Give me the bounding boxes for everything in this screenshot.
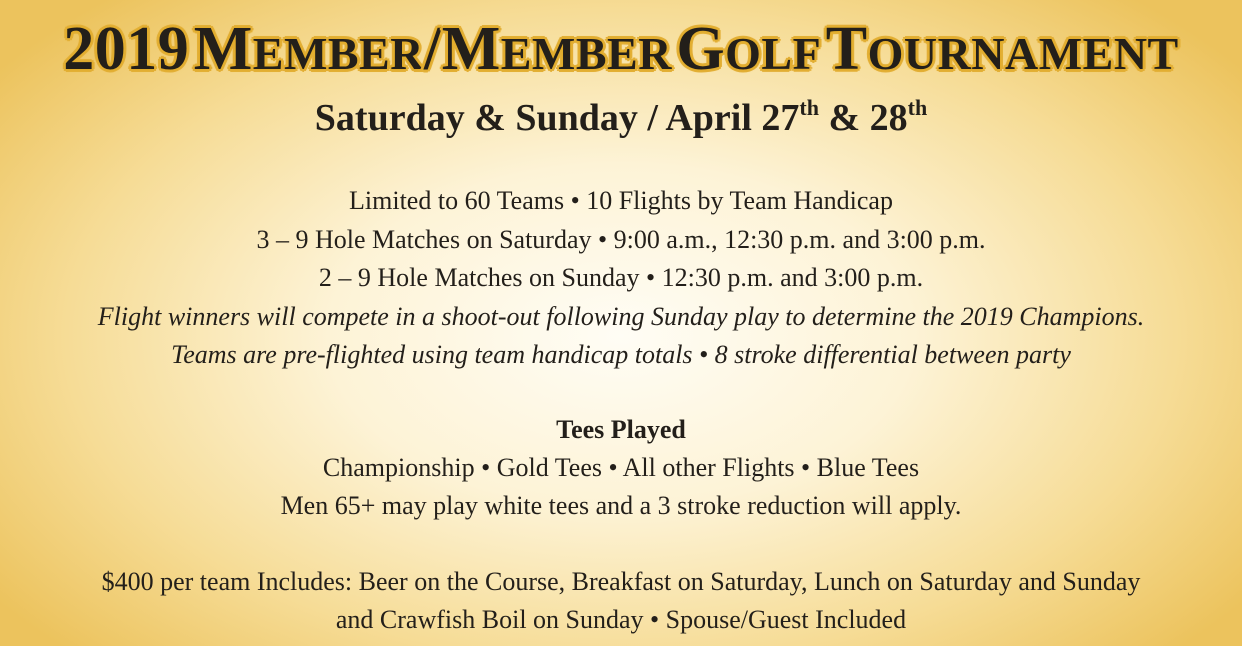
date-ordinal-2: th bbox=[907, 95, 928, 120]
title-word-3-rest: OLF bbox=[725, 28, 822, 79]
format-line-2: 3 – 9 Hole Matches on Saturday • 9:00 a.m., 12:30 p.m. and 3:00 p.m. bbox=[256, 225, 986, 254]
event-dates bbox=[0, 96, 1242, 140]
format-note-1: Flight winners will compete in a shoot-out following Sunday play to determine the 2019 Champions. bbox=[97, 302, 1145, 331]
title-year: 2019 bbox=[63, 15, 190, 83]
format-note-2: Teams are pre-flighted using team handicap totals • 8 stroke differential between party bbox=[171, 340, 1071, 369]
title-word-4-initial: T bbox=[825, 15, 868, 83]
title-word-3-initial: G bbox=[676, 15, 726, 83]
pricing-line-2: and Crawfish Boil on Sunday • Spouse/Guest Included bbox=[335, 605, 907, 634]
title-word-4-rest: OURNAMENT bbox=[867, 28, 1179, 79]
format-line-1: Limited to 60 Teams • 10 Flights by Team Handicap bbox=[349, 186, 893, 215]
date-mid: & 28 bbox=[818, 97, 908, 139]
format-line-3: 2 – 9 Hole Matches on Sunday • 12:30 p.m. and 3:00 p.m. bbox=[318, 263, 924, 292]
date-ordinal-1: th bbox=[799, 95, 819, 120]
title-word-1-rest: EMBER bbox=[252, 28, 424, 79]
page-title bbox=[0, 14, 1242, 85]
title-slash: / bbox=[423, 15, 442, 83]
title-word-2-initial: M bbox=[441, 15, 501, 83]
title-word-2-rest: EMBER bbox=[500, 28, 672, 79]
tees-line-1: Championship • Gold Tees • All other Flights • Blue Tees bbox=[322, 453, 920, 482]
tees-heading: Tees Played bbox=[556, 415, 686, 444]
pricing-line-1: $400 per team Includes: Beer on the Course, Breakfast on Saturday, Lunch on Saturday and Sunday bbox=[101, 567, 1141, 596]
date-prefix: Saturday & Sunday / April 27 bbox=[314, 97, 800, 139]
tees-line-2: Men 65+ may play white tees and a 3 stroke reduction will apply. bbox=[280, 491, 962, 520]
title-word-1-initial: M bbox=[193, 15, 253, 83]
